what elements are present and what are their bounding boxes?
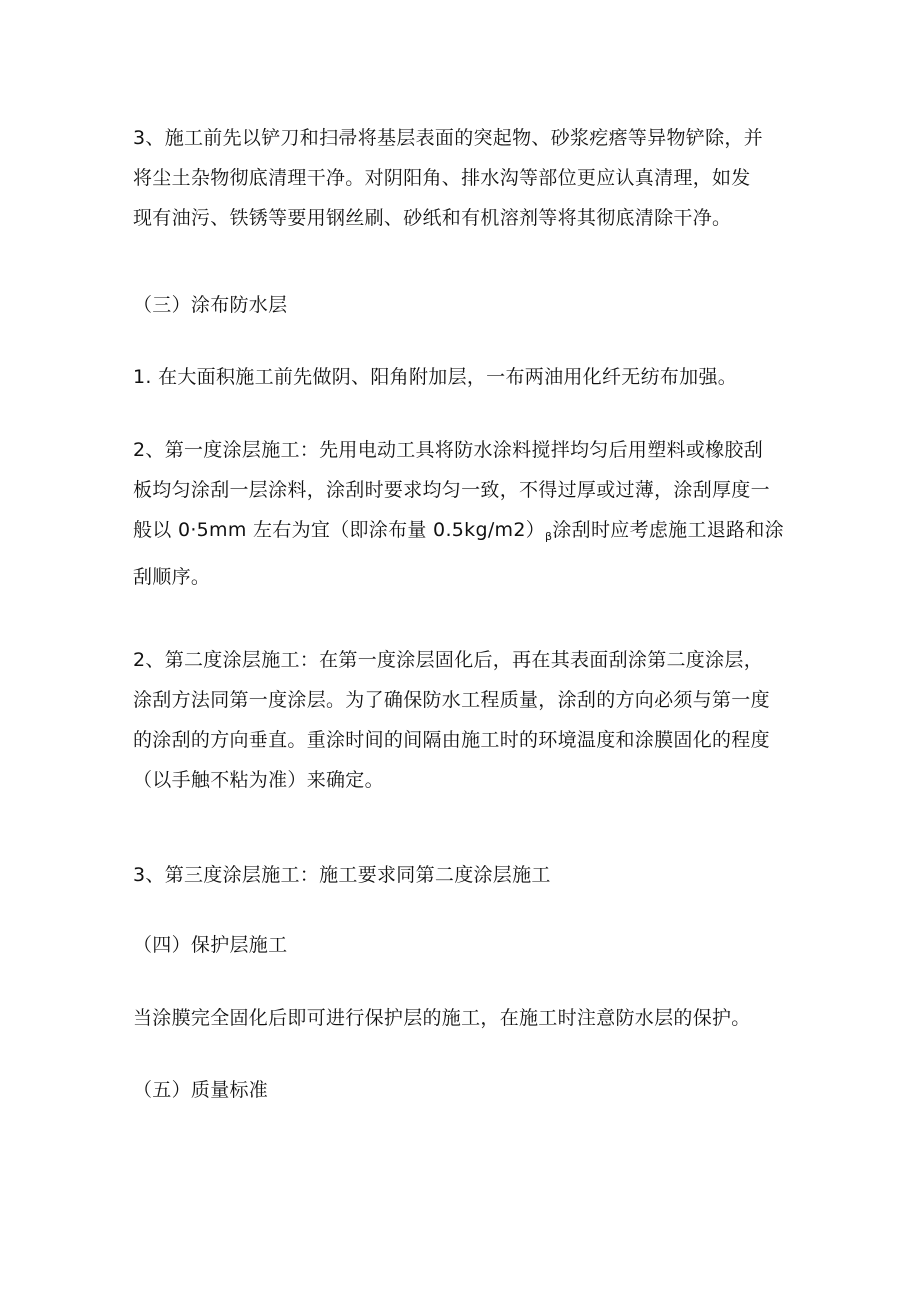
text-line: 3、施工前先以铲刀和扫帚将基层表面的突起物、砂浆疙瘩等异物铲除，并 bbox=[133, 127, 763, 149]
section-heading-5 bbox=[133, 1070, 793, 1110]
text-line: 2、第一度涂层施工：先用电动工具将防水涂料搅拌均匀后用塑料或橡胶刮 bbox=[133, 439, 763, 461]
paragraph-corner-reinforcement bbox=[133, 357, 793, 397]
text-line: 涂刮方法同第一度涂层。为了确保防水工程质量，涂刮的方向必须与第一度 bbox=[133, 689, 770, 711]
section-heading-4 bbox=[133, 925, 793, 965]
text-line: 2、第二度涂层施工：在第一度涂层固化后，再在其表面刮涂第二度涂层， bbox=[133, 649, 763, 671]
text-line: 将尘土杂物彻底清理干净。对阴阳角、排水沟等部位更应认真清理，如发 bbox=[133, 167, 751, 189]
section-heading-3 bbox=[133, 285, 793, 325]
heading-text: （五）质量标准 bbox=[133, 1079, 269, 1101]
text-line: 现有油污、铁锈等要用钢丝刷、砂纸和有机溶剂等将其彻底清除干净。 bbox=[133, 207, 732, 229]
text-line: 刮顺序。 bbox=[133, 566, 211, 588]
text-line bbox=[133, 510, 793, 557]
text-line: 当涂膜完全固化后即可进行保护层的施工，在施工时注意防水层的保护。 bbox=[133, 1007, 751, 1029]
text-line: 板均匀涂刮一层涂料，涂刮时要求均匀一致，不得过厚或过薄，涂刮厚度一 bbox=[133, 479, 770, 501]
heading-text: （三）涂布防水层 bbox=[133, 294, 288, 316]
paragraph-second-coat bbox=[133, 640, 793, 800]
text-line: 1. 在大面积施工前先做阴、阳角附加层，一布两油用化纤无纺布加强。 bbox=[133, 366, 738, 388]
heading-text: （四）保护层施工 bbox=[133, 934, 288, 956]
paragraph-protective-layer bbox=[133, 998, 793, 1038]
text-fragment: 涂刮时应考虑施工退路和涂 bbox=[552, 519, 784, 541]
paragraph-first-coat bbox=[133, 430, 793, 597]
paragraph-base-cleaning bbox=[133, 118, 793, 238]
text-fragment: 般以 0·5mm 左右为宜（即涂布量 0.5kg∕m2） bbox=[133, 519, 546, 541]
text-line: 的涂刮的方向垂直。重涂时间的间隔由施工时的环境温度和涂膜固化的程度 bbox=[133, 729, 770, 751]
text-line: （以手触不粘为准）来确定。 bbox=[133, 769, 384, 791]
subscript-mark: β bbox=[545, 530, 553, 543]
text-line: 3、第三度涂层施工：施工要求同第二度涂层施工 bbox=[133, 864, 551, 886]
paragraph-third-coat bbox=[133, 855, 793, 895]
